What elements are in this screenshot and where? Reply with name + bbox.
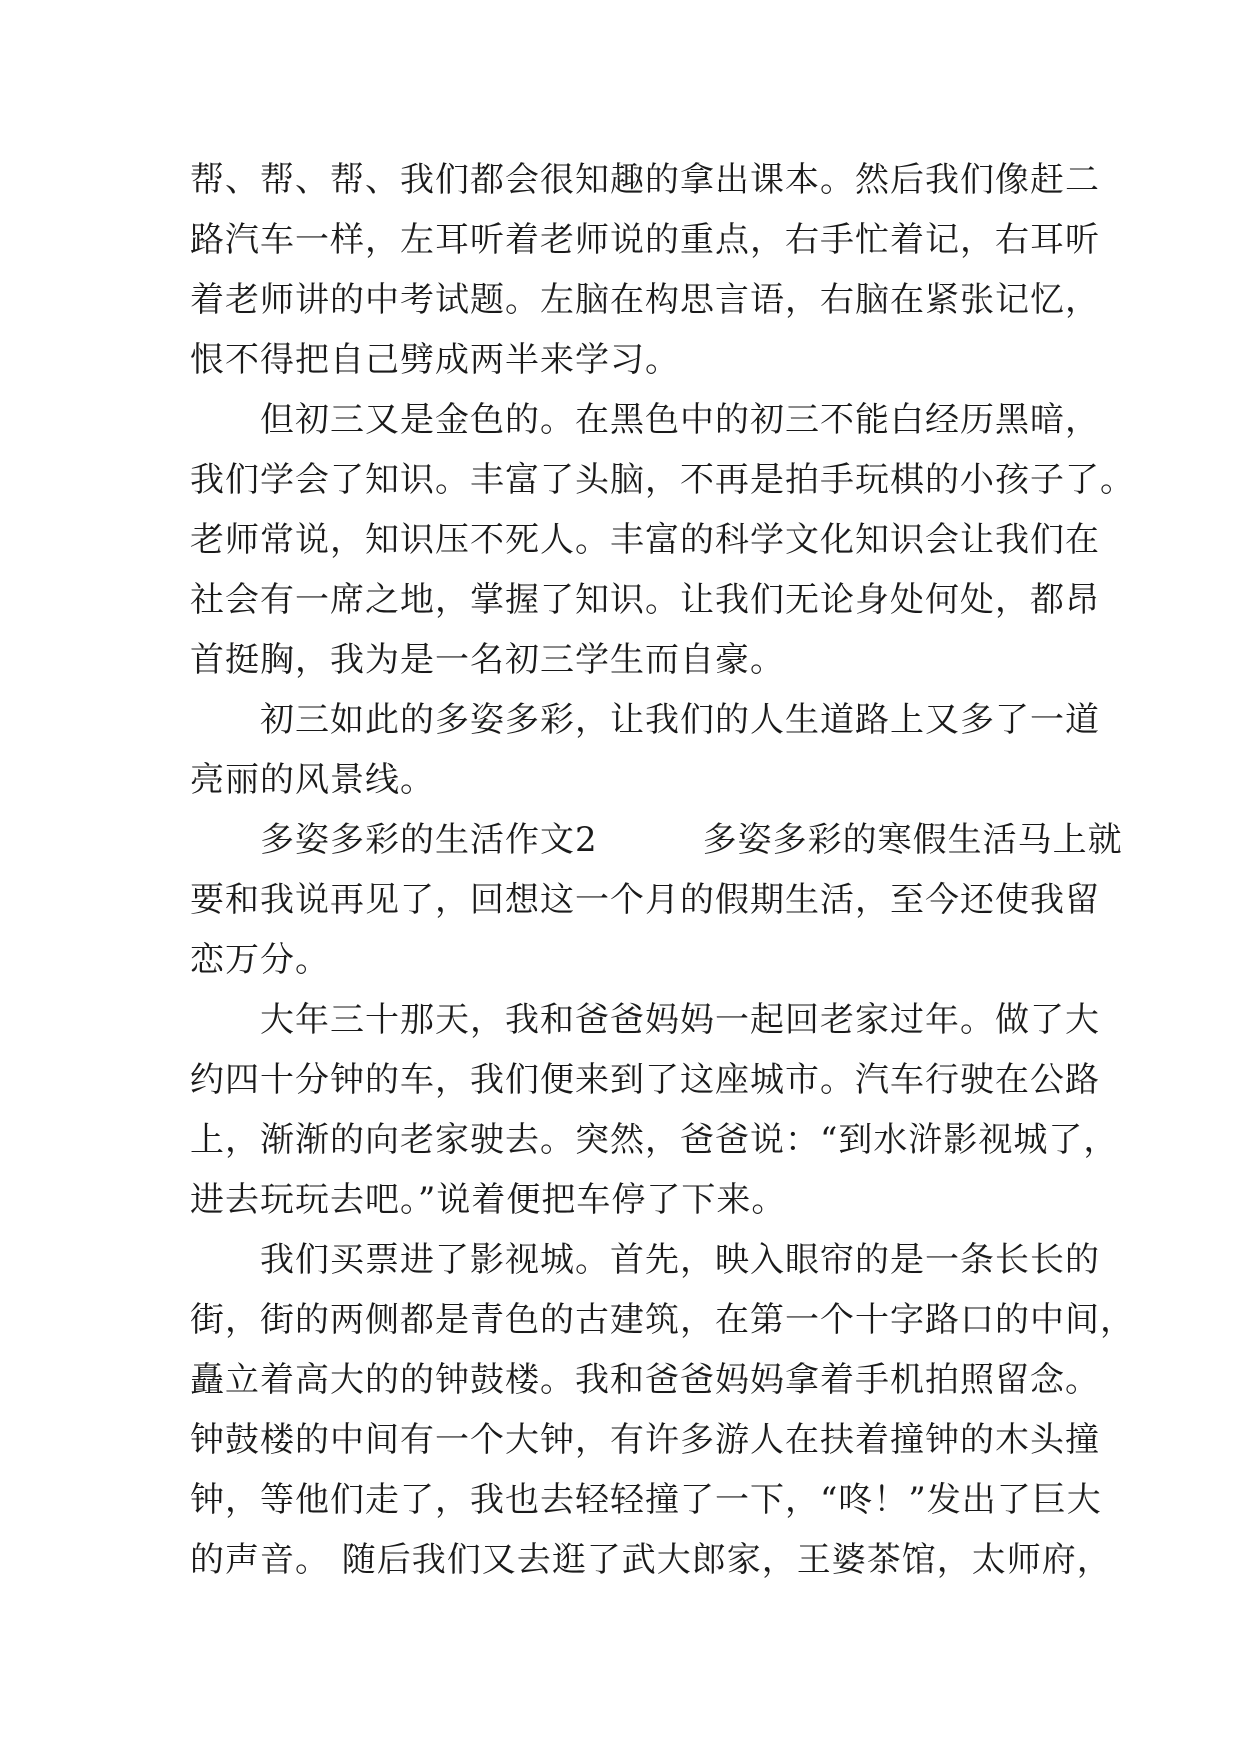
text-line: 要和我说再见了，回想这一个月的假期生活，至今还使我留 bbox=[190, 880, 1100, 920]
text-line: 亮丽的风景线。 bbox=[190, 760, 435, 800]
text-line: 着老师讲的中考试题。左脑在构思言语，右脑在紧张记忆， bbox=[190, 280, 1100, 320]
text-line: 我们学会了知识。丰富了头脑，不再是拍手玩棋的小孩子了。 bbox=[190, 460, 1135, 500]
text-line: 街，街的两侧都是青色的古建筑，在第一个十字路口的中间， bbox=[190, 1300, 1135, 1340]
text-line: 首挺胸，我为是一名初三学生而自豪。 bbox=[190, 640, 785, 680]
text-line: 的声音。 随后我们又去逛了武大郎家，王婆茶馆，太师府， bbox=[190, 1540, 1112, 1580]
text-line: 社会有一席之地，掌握了知识。让我们无论身处何处，都昂 bbox=[190, 580, 1100, 620]
document-body bbox=[190, 150, 1135, 1590]
text-line: 钟，等他们走了，我也去轻轻撞了一下，“咚！”发出了巨大 bbox=[190, 1480, 1102, 1520]
text-line: 多姿多彩的生活作文2 多姿多彩的寒假生活马上就 bbox=[190, 820, 1123, 860]
text-line: 上，渐渐的向老家驶去。突然，爸爸说：“到水浒影视城了， bbox=[190, 1120, 1119, 1160]
text-line: 大年三十那天，我和爸爸妈妈一起回老家过年。做了大 bbox=[190, 1000, 1100, 1040]
text-line: 恋万分。 bbox=[190, 940, 330, 980]
text-line: 初三如此的多姿多彩，让我们的人生道路上又多了一道 bbox=[190, 700, 1100, 740]
text-line: 进去玩玩去吧。”说着便把车停了下来。 bbox=[190, 1180, 787, 1220]
text-line: 钟鼓楼的中间有一个大钟，有许多游人在扶着撞钟的木头撞 bbox=[190, 1420, 1100, 1460]
text-line: 帮、帮、帮、我们都会很知趣的拿出课本。然后我们像赶二 bbox=[190, 160, 1100, 200]
text-line: 矗立着高大的的钟鼓楼。我和爸爸妈妈拿着手机拍照留念。 bbox=[190, 1360, 1100, 1400]
text-line: 但初三又是金色的。在黑色中的初三不能白经历黑暗， bbox=[190, 400, 1100, 440]
text-line: 路汽车一样，左耳听着老师说的重点，右手忙着记，右耳听 bbox=[190, 220, 1100, 260]
text-line: 我们买票进了影视城。首先，映入眼帘的是一条长长的 bbox=[190, 1240, 1100, 1280]
text-line: 老师常说，知识压不死人。丰富的科学文化知识会让我们在 bbox=[190, 520, 1100, 560]
text-line: 恨不得把自己劈成两半来学习。 bbox=[190, 340, 680, 380]
text-line: 约四十分钟的车，我们便来到了这座城市。汽车行驶在公路 bbox=[190, 1060, 1100, 1100]
